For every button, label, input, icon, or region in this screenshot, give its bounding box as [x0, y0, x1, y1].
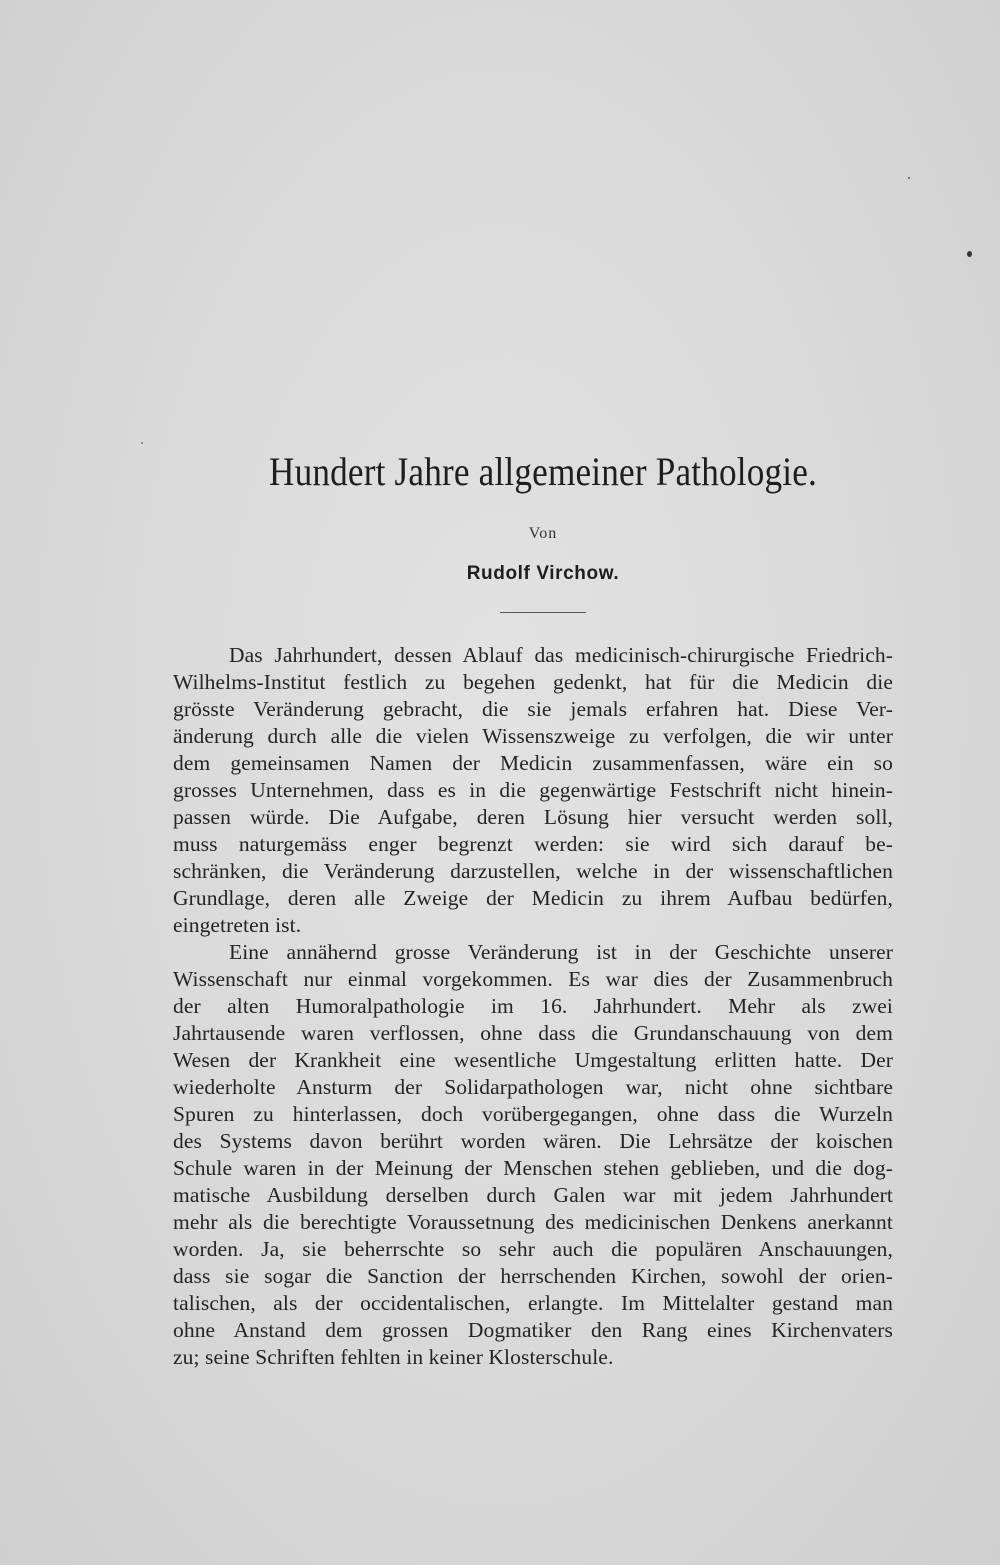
ink-speck [908, 177, 910, 179]
text-line: änderung durch alle die vielen Wissenszweige zu verfolgen, die wir unter [173, 724, 893, 748]
ink-speck [141, 442, 143, 444]
text-line: Wilhelms-Institut festlich zu begehen gedenkt, hat für die Medicin die [173, 670, 893, 694]
text-line: des Systems davon berührt worden wären. Die Lehrsätze der koischen [173, 1129, 893, 1153]
text-line: wiederholte Ansturm der Solidarpathologen war, nicht ohne sichtbare [173, 1075, 893, 1099]
body-text [173, 642, 893, 1371]
text-line: Eine annähernd grosse Veränderung ist in der Geschichte unserer [229, 940, 893, 964]
text-line: Das Jahrhundert, dessen Ablauf das medicinisch-chirurgische Friedrich- [229, 643, 893, 667]
text-line: schränken, die Veränderung darzustellen, welche in der wissenschaftlichen [173, 859, 893, 883]
author-name: Rudolf Virchow. [466, 563, 620, 584]
text-line: grosses Unternehmen, dass es in die gegenwärtige Festschrift nicht hinein- [173, 778, 893, 802]
ink-speck [967, 251, 972, 257]
text-line: Wissenschaft nur einmal vorgekommen. Es war dies der Zusammenbruch [173, 967, 893, 991]
text-line: eingetreten ist. [173, 913, 302, 937]
text-line: Grundlage, deren alle Zweige der Medicin zu ihrem Aufbau bedürfen, [173, 886, 893, 910]
text-line: dem gemeinsamen Namen der Medicin zusammenfassen, wäre ein so [173, 751, 893, 775]
text-line: Jahrtausende waren verflossen, ohne dass die Grundanschauung von dem [173, 1021, 893, 1045]
text-line: Spuren zu hinterlassen, doch vorübergegangen, ohne dass die Wurzeln [173, 1102, 893, 1126]
text-line: worden. Ja, sie beherrschte so sehr auch die populären Anschauungen, [173, 1237, 893, 1261]
text-line: Wesen der Krankheit eine wesentliche Umgestaltung erlitten hatte. Der [173, 1048, 893, 1072]
text-line: ohne Anstand dem grossen Dogmatiker den Rang eines Kirchenvaters [173, 1318, 893, 1342]
divider-rule [500, 612, 586, 613]
text-line: zu; seine Schriften fehlten in keiner Klosterschule. [173, 1345, 614, 1369]
byline-von: Von [528, 525, 558, 542]
text-line: der alten Humoralpathologie im 16. Jahrhundert. Mehr als zwei [173, 994, 893, 1018]
text-line: dass sie sogar die Sanction der herrschenden Kirchen, sowohl der orien- [173, 1264, 893, 1288]
text-line: Schule waren in der Meinung der Menschen stehen geblieben, und die dog- [173, 1156, 893, 1180]
text-line: passen würde. Die Aufgabe, deren Lösung hier versucht werden soll, [173, 805, 893, 829]
text-line: muss naturgemäss enger begrenzt werden: sie wird sich darauf be- [173, 832, 893, 856]
text-line: grösste Veränderung gebracht, die sie jemals erfahren hat. Diese Ver- [173, 697, 893, 721]
page-title: Hundert Jahre allgemeiner Pathologie. [268, 449, 818, 494]
text-line: matische Ausbildung derselben durch Galen war mit jedem Jahrhundert [173, 1183, 893, 1207]
text-line: talischen, als der occidentalischen, erlangte. Im Mittelalter gestand man [173, 1291, 893, 1315]
text-line: mehr als die berechtigte Voraussetnung des medicinischen Denkens anerkannt [173, 1210, 893, 1234]
